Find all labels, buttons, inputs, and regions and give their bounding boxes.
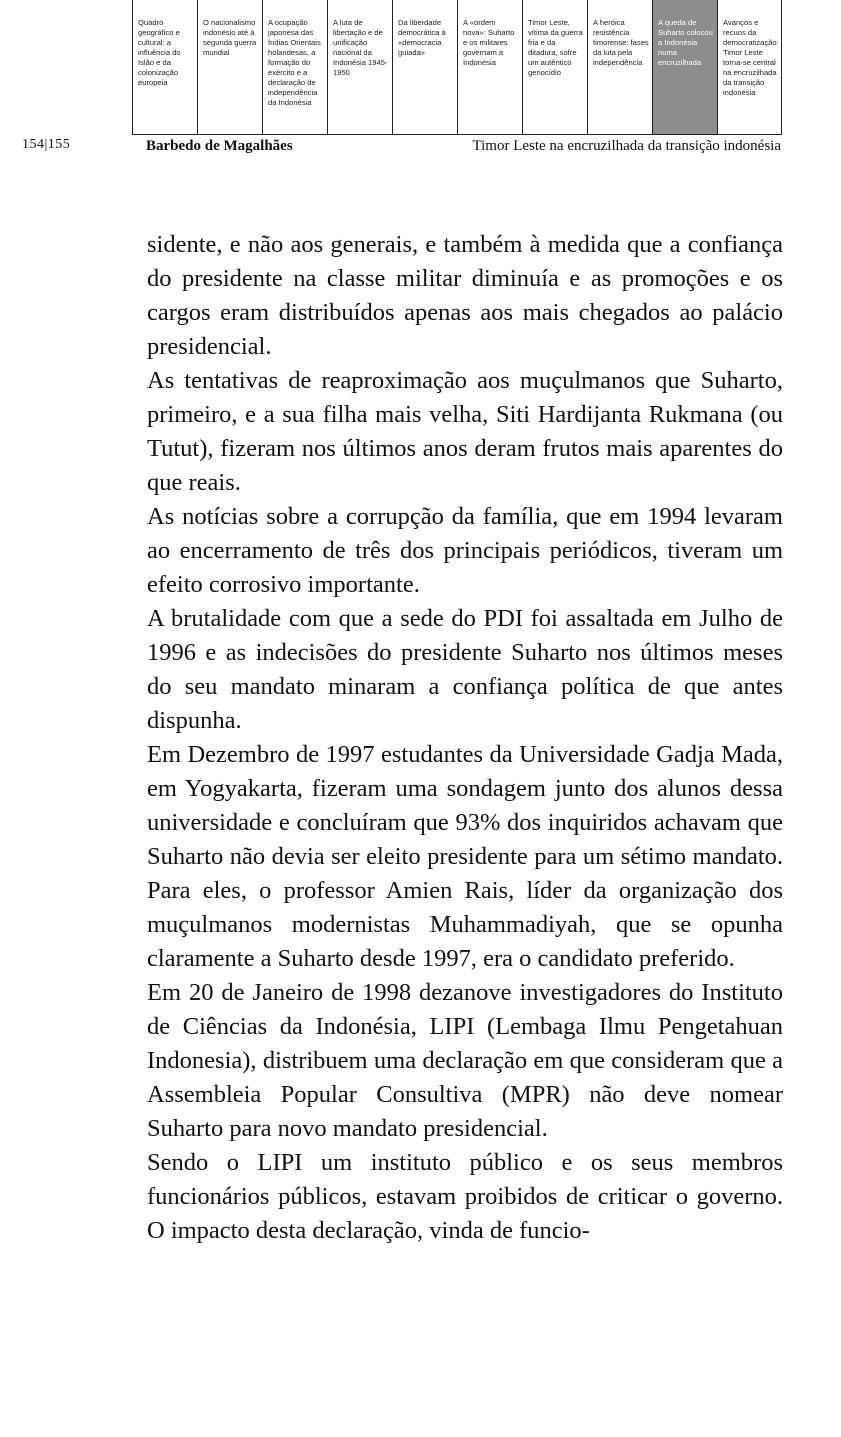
- body-paragraph: Em Dezembro de 1997 estudantes da Universidade Gadja Mada, em Yogyakarta, fizeram uma sondagem junto dos alunos dessa universidade e concluíram que 93% dos inquiridos achavam que Suharto não devia ser eleito presidente para um sétimo mandato. Para eles, o professor Amien Rais, líder da organização dos muçulmanos modernistas Muhammadiyah, que se opunha claramente a Suharto desde 1997, era o candidato preferido.: [147, 741, 783, 972]
- body-paragraph: As notícias sobre a corrupção da família, que em 1994 levaram ao encerramento de três dos principais periódicos, tiveram um efeito corrosivo importante.: [147, 503, 783, 598]
- body-paragraph: A brutalidade com que a sede do PDI foi assaltada em Julho de 1996 e as indecisões do presidente Suharto nos últimos meses do seu mandato minaram a confiança política de que antes dispunha.: [147, 605, 783, 734]
- chapter-nav-cell: Timor Leste, vítima da guerra fria e da ditadura, sofre um autêntico genocídio: [522, 0, 587, 134]
- body-text: [147, 228, 783, 1248]
- chapter-nav-cell: A queda de Suharto colocou a Indonésia numa encruzilhada: [652, 0, 717, 134]
- body-paragraph: Em 20 de Janeiro de 1998 dezanove investigadores do Instituto de Ciências da Indonésia, LIPI (Lembaga Ilmu Pengetahuan Indonesia), distribuem uma declaração em que consideram que a Assembleia Popular Consultiva (MPR) não deve nomear Suharto para novo mandato presidencial.: [147, 979, 783, 1142]
- book-title: Timor Leste na encruzilhada da transição indonésia: [472, 138, 781, 154]
- body-paragraph: sidente, e não aos generais, e também à medida que a confiança do presidente na classe militar diminuía e as promoções e os cargos eram distribuídos apenas aos mais chegados ao palácio presidencial.: [147, 231, 783, 360]
- chapter-nav-cell: A «ordem nova»: Suharto e os militares governam a Indonésia: [457, 0, 522, 134]
- body-paragraph: Sendo o LIPI um instituto público e os seus membros funcionários públicos, estavam proibidos de criticar o governo. O impacto desta declaração, vinda de funcio-: [147, 1149, 783, 1244]
- chapter-nav-cell: Da liberdade democrática à «democracia guiada»: [392, 0, 457, 134]
- chapter-navigation: [132, 0, 782, 135]
- chapter-nav-cell: Quadro geográfico e cultural: a influência do Islão e da colonização europeia: [132, 0, 197, 134]
- chapter-nav-cell: A heróica resistência timorense: fases da luta pela independência: [587, 0, 652, 134]
- chapter-nav-cell: O nacionalismo indonésio até à segunda guerra mundial: [197, 0, 262, 134]
- chapter-nav-cell: Avanços e recuos da democratização: Timor Leste torna-se central na encruzilhada da transição indonésia: [717, 0, 782, 134]
- chapter-nav-cell: A luta de libertação e de unificação nacional da Indonésia 1945-1950: [327, 0, 392, 134]
- chapter-nav-cell: A ocupação japonesa das Índias Orientais holandesas, a formação do exército e a declaração de independência da Indonésia: [262, 0, 327, 134]
- body-paragraph: As tentativas de reaproximação aos muçulmanos que Suharto, primeiro, e a sua filha mais velha, Siti Hardijanta Rukmana (ou Tutut), fizeram nos últimos anos deram frutos mais aparentes do que reais.: [147, 367, 783, 496]
- author-name: Barbedo de Magalhães: [146, 138, 293, 154]
- page-numbers: 154|155: [22, 137, 71, 152]
